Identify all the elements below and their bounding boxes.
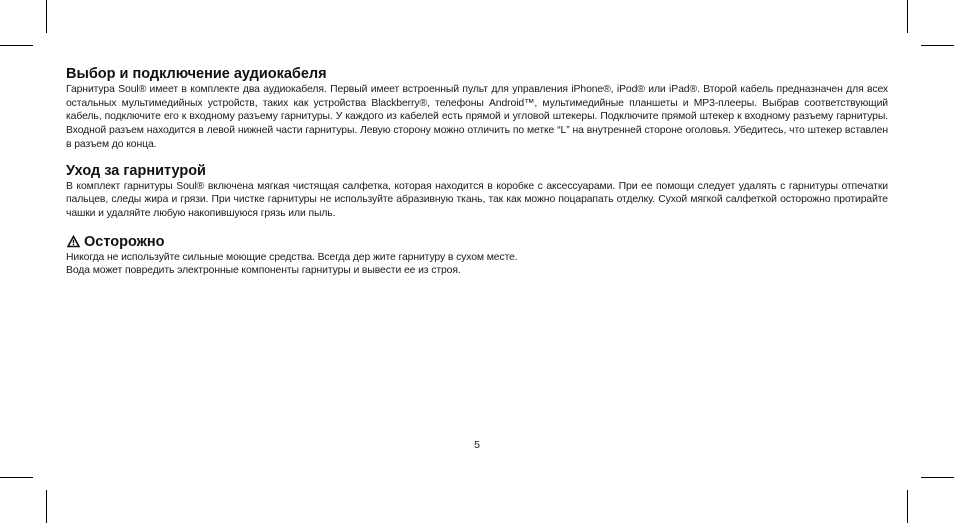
section-title-headset-care: Уход за гарнитурой bbox=[66, 162, 206, 179]
crop-mark-bottom-left-vertical bbox=[46, 490, 47, 523]
page-content bbox=[66, 66, 888, 278]
crop-mark-bottom-right-vertical bbox=[907, 490, 908, 523]
crop-mark-top-left-vertical bbox=[46, 0, 47, 33]
paragraph-audio-cable: Гарнитура Soul® имеет в комплекте два аудиокабеля. Первый имеет встроенный пульт для управления iPhone®, iPod® или iPad®. Второй кабель предназначен для всех остальных мультимедийных устройств, таких как устройства Blackberry®, телефоны Android™, мультимедийные планшеты и MP3-плееры. Выбрав соответствующий кабель, подключите его к входному разъему гарнитуры. У каждого из кабелей есть прямой и угловой штекеры. Подключите прямой штекер к входному разъему гарнитуры. Входной разъем находится в левой нижней части гарнитуры. Левую сторону можно отличить по метке “L” на внутренней стороне оголовья. Убедитесь, что штекер вставлен в разъем до конца. bbox=[66, 84, 888, 150]
section-caution bbox=[66, 234, 888, 278]
section-headset-care bbox=[66, 163, 888, 221]
crop-mark-top-right-horizontal bbox=[921, 45, 954, 46]
spacer bbox=[66, 152, 888, 163]
caution-line-2: Вода может повредить электронные компоненты гарнитуры и вывести ее из строя. bbox=[66, 265, 461, 277]
crop-mark-bottom-right-horizontal bbox=[921, 477, 954, 478]
crop-mark-bottom-left-horizontal bbox=[0, 477, 33, 478]
section-title-caution bbox=[66, 234, 888, 251]
section-audio-cable bbox=[66, 66, 888, 152]
paragraph-headset-care: В комплект гарнитуры Soul® включена мягкая чистящая салфетка, которая находится в коробке с аксессуарами. При ее помощи следует удалять с гарнитуры отпечатки пальцев, следы жира и грязи. При чистке гарнитуры не используйте абразивную ткань, так как можно поцарапать отделку. Сухой мягкой салфеткой осторожно протирайте чашки и удаляйте любую накопившуюся грязь или пыль. bbox=[66, 180, 888, 219]
caution-line-1: Никогда не используйте сильные моющие средства. Всегда дер жите гарнитуру в сухом месте. bbox=[66, 251, 518, 263]
page-number: 5 bbox=[474, 439, 480, 451]
spacer bbox=[66, 221, 888, 234]
crop-mark-top-right-vertical bbox=[907, 0, 908, 33]
warning-icon bbox=[66, 234, 81, 248]
crop-mark-top-left-horizontal bbox=[0, 45, 33, 46]
section-title-audio-cable: Выбор и подключение аудиокабеля bbox=[66, 66, 327, 82]
caution-title-text: Осторожно bbox=[84, 233, 165, 250]
